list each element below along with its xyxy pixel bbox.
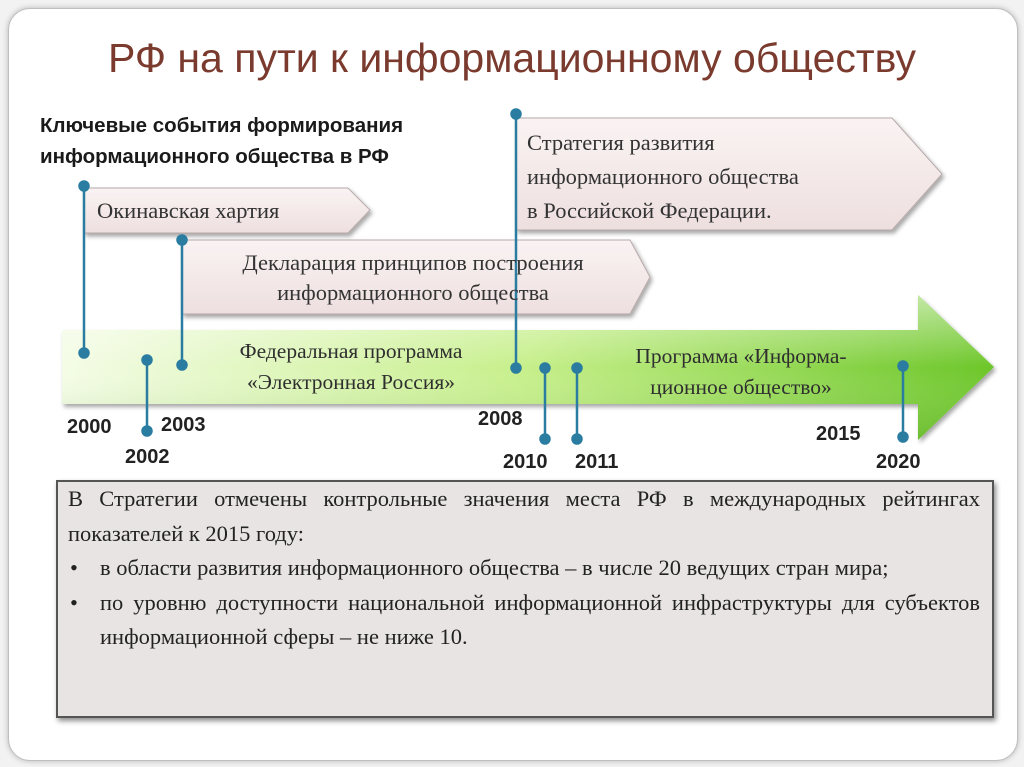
slide-title: РФ на пути к информационному обществу xyxy=(107,35,917,81)
marker-dot-2010 xyxy=(541,435,550,444)
marker-dot-2008-top xyxy=(512,110,521,119)
year-2002: 2002 xyxy=(125,446,170,468)
year-2008: 2008 xyxy=(478,408,523,430)
banner-strategy-label: Стратегия развития информационного общества в Российской Федерации. xyxy=(527,130,799,223)
marker-dot-2003 xyxy=(178,361,187,370)
year-2011: 2011 xyxy=(575,451,619,473)
marker-dot-2011-top xyxy=(573,364,582,373)
bullet-glyph: • xyxy=(70,589,78,615)
marker-dot-2002-top xyxy=(143,356,152,365)
body-bullet-list xyxy=(68,551,980,655)
marker-dot-2010-top xyxy=(541,364,550,373)
marker-dot-2000-top xyxy=(80,182,89,191)
program-e-russia-label: Федеральная программа «Электронная Россия» xyxy=(239,339,463,394)
bullet-glyph: • xyxy=(70,555,78,580)
year-2003: 2003 xyxy=(161,414,206,436)
year-2015: 2015 xyxy=(816,423,861,445)
bullet-text: в области развития информационного общества – в числе 20 ведущих стран мира; xyxy=(100,555,889,580)
list-item xyxy=(68,551,980,586)
body-intro: В Стратегии отмечены контрольные значения места РФ в международных рейтингах показателей к 2015 году: xyxy=(68,486,980,546)
marker-dot-2020-top xyxy=(899,362,908,371)
marker-dot-2011 xyxy=(573,435,582,444)
bullet-text: по уровню доступности национальной информационной инфраструктуры для субъектов информационной сферы – не ниже 10. xyxy=(100,589,980,649)
marker-dot-2020 xyxy=(899,433,908,442)
year-2020: 2020 xyxy=(876,451,921,473)
marker-dot-2008 xyxy=(512,364,521,373)
program-info-society-label: Программа «Информа- ционное общество» xyxy=(635,344,847,399)
banner-declaration-label: Декларация принципов построения информационного общества xyxy=(242,250,584,305)
banner-okinawa-label: Окинавская хартия xyxy=(97,198,280,223)
list-item xyxy=(68,586,980,655)
slide-subtitle: Ключевые события формирования информационного общества в РФ xyxy=(40,114,404,168)
marker-dot-2002 xyxy=(143,427,152,436)
year-2010: 2010 xyxy=(503,451,548,473)
body-text xyxy=(68,482,980,655)
marker-dot-2000 xyxy=(80,349,89,358)
year-2000: 2000 xyxy=(67,416,112,438)
marker-dot-2003-top xyxy=(178,236,187,245)
